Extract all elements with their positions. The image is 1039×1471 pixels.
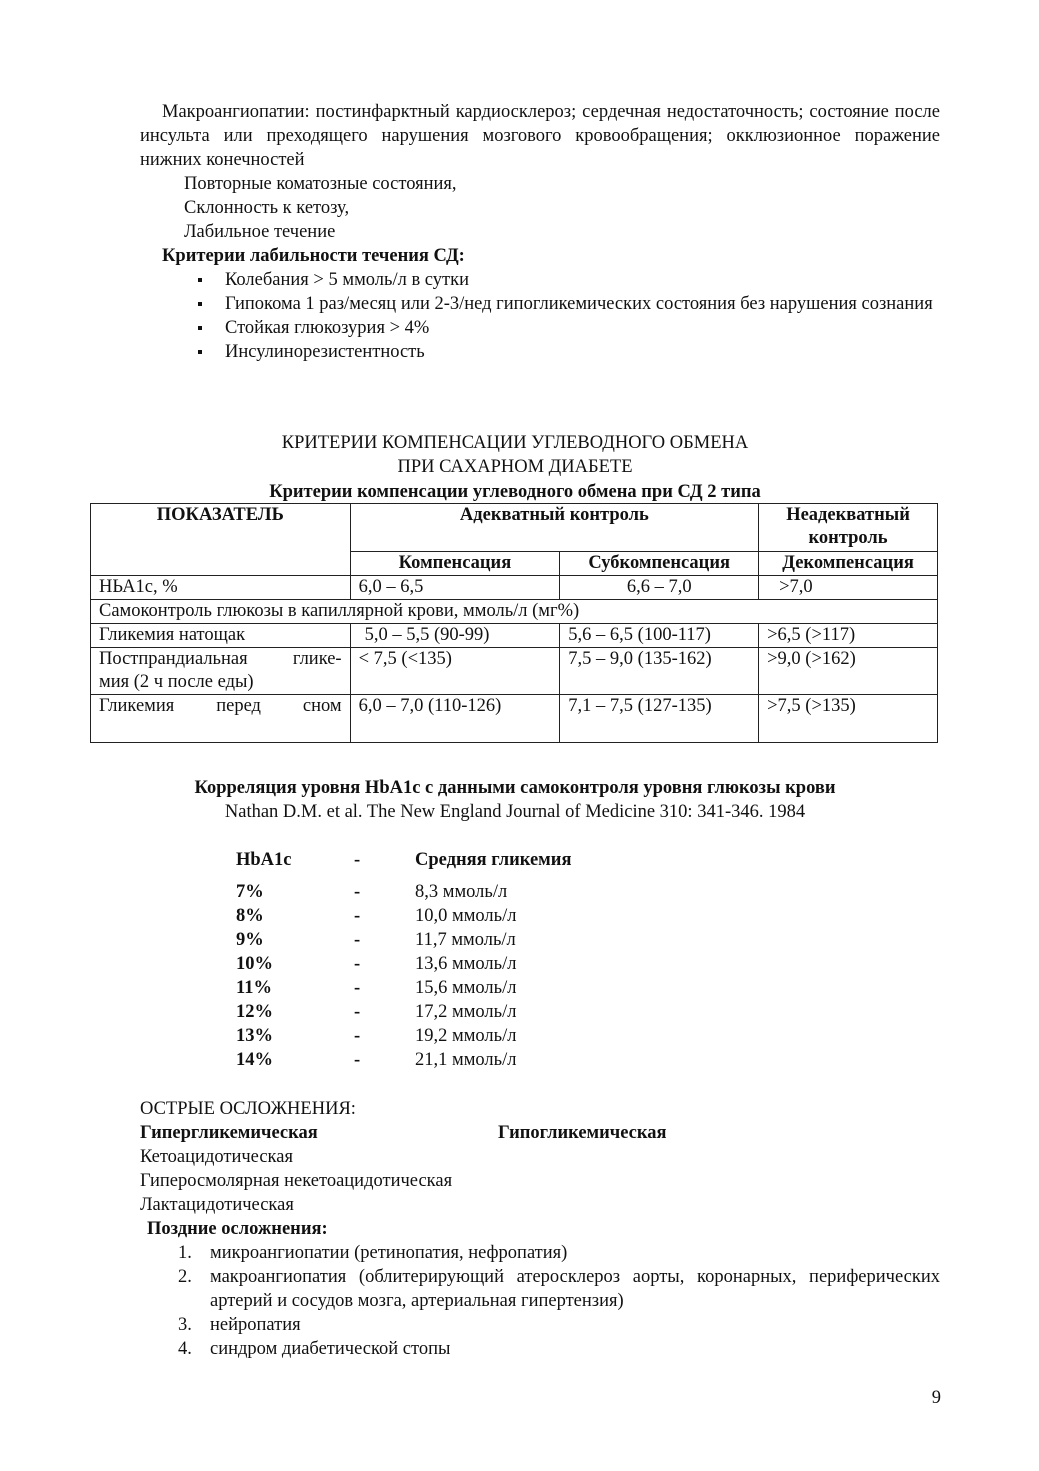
header-adequate: Адекватный контроль bbox=[350, 504, 759, 552]
pp-line: Постпрандиальная глике- bbox=[99, 649, 342, 669]
compensation-table bbox=[90, 503, 938, 743]
lability-title: Критерии лабильности течения СД: bbox=[162, 246, 465, 266]
table-row bbox=[236, 928, 736, 952]
list-item: Гипокома 1 раз/месяц или 2-3/нед гипогликемических состояния без нарушения сознания bbox=[162, 292, 942, 316]
lability-list bbox=[162, 268, 942, 364]
hba1c-header bbox=[236, 848, 736, 880]
table-row bbox=[91, 648, 938, 695]
table-cell: НЬА1с, % bbox=[91, 576, 351, 600]
table-cell: >7,0 bbox=[759, 576, 938, 600]
hba1c-value: 8% bbox=[236, 906, 264, 926]
hba1c-rows bbox=[236, 880, 736, 1072]
header-dash: - bbox=[354, 850, 361, 870]
self-control-cell: Самоконтроль глюкозы в капиллярной крови, ммоль/л (мг%) bbox=[91, 600, 938, 624]
hba1c-table bbox=[236, 848, 736, 1072]
table-row bbox=[91, 576, 938, 600]
intro-line: Лабильное течение bbox=[184, 222, 336, 242]
intro-line: Склонность к кетозу, bbox=[184, 198, 350, 218]
dash: - bbox=[354, 978, 361, 998]
table-cell: >9,0 (>162) bbox=[759, 648, 938, 695]
pp-line: мия (2 ч после еды) bbox=[99, 672, 254, 692]
intro-line: Повторные коматозные состояния, bbox=[184, 174, 457, 194]
list-item: Гиперосмолярная некетоацидотическая bbox=[140, 1171, 453, 1191]
item-number: 2. bbox=[178, 1267, 192, 1287]
table-row bbox=[236, 976, 736, 1000]
header-subcompensation: Субкомпенсация bbox=[560, 552, 759, 576]
glycemia-value: 15,6 ммоль/л bbox=[415, 978, 517, 998]
hba1c-value: 11% bbox=[236, 978, 272, 998]
header-glycemia: Средняя гликемия bbox=[415, 850, 572, 870]
hba1c-value: 7% bbox=[236, 882, 264, 902]
item-text: синдром диабетической стопы bbox=[210, 1339, 451, 1359]
item-number: 3. bbox=[178, 1315, 192, 1335]
correlation-section bbox=[90, 776, 940, 824]
table-cell: < 7,5 (<135) bbox=[350, 648, 560, 695]
hba1c-value: 9% bbox=[236, 930, 264, 950]
dash: - bbox=[354, 882, 361, 902]
table-row bbox=[236, 952, 736, 976]
list-item: Лактацидотическая bbox=[140, 1195, 294, 1215]
table-cell: 5,0 – 5,5 (90-99) bbox=[350, 624, 560, 648]
dash: - bbox=[354, 1026, 361, 1046]
heading-line: ПРИ САХАРНОМ ДИАБЕТЕ bbox=[397, 457, 633, 477]
late-section bbox=[140, 1217, 940, 1361]
header-decompensation: Декомпенсация bbox=[759, 552, 938, 576]
header-hba1c: HbA1c bbox=[236, 850, 292, 870]
macroangiopathy-paragraph: Макроангиопатии: постинфарктный кардиосклероз; сердечная недостаточность; состояние после инсульта или преходящего нарушения мозгового кровообращения; окклюзионное поражение нижних конечностей bbox=[140, 102, 940, 170]
hba1c-value: 12% bbox=[236, 1002, 273, 1022]
dash: - bbox=[354, 906, 361, 926]
heading-line: КРИТЕРИИ КОМПЕНСАЦИИ УГЛЕВОДНОГО ОБМЕНА bbox=[281, 433, 749, 453]
compensation-heading bbox=[90, 431, 940, 479]
glycemia-value: 17,2 ммоль/л bbox=[415, 1002, 517, 1022]
dash: - bbox=[354, 1002, 361, 1022]
item-number: 1. bbox=[178, 1243, 192, 1263]
list-item bbox=[140, 1265, 940, 1313]
glycemia-value: 10,0 ммоль/л bbox=[415, 906, 517, 926]
table-row bbox=[236, 1048, 736, 1072]
acute-section bbox=[140, 1097, 940, 1217]
hba1c-value: 14% bbox=[236, 1050, 273, 1070]
lability-section bbox=[162, 244, 942, 364]
table-cell bbox=[91, 648, 351, 695]
table-row bbox=[236, 1000, 736, 1024]
late-title: Поздние осложнения: bbox=[147, 1219, 328, 1239]
table-cell: 6,0 – 7,0 (110-126) bbox=[350, 695, 560, 743]
list-item bbox=[140, 1313, 940, 1337]
table-cell: 5,6 – 6,5 (100-117) bbox=[560, 624, 759, 648]
table-cell: >7,5 (>135) bbox=[759, 695, 938, 743]
late-list bbox=[140, 1241, 940, 1361]
glycemia-value: 19,2 ммоль/л bbox=[415, 1026, 517, 1046]
header-inadequate: Неадекватный контроль bbox=[759, 504, 938, 552]
correlation-source: Nathan D.M. et al. The New England Journal of Medicine 310: 341-346. 1984 bbox=[224, 802, 806, 822]
dash: - bbox=[354, 930, 361, 950]
table-row bbox=[91, 695, 938, 743]
table-cell: Гликемия перед сном bbox=[91, 695, 351, 743]
acute-types bbox=[140, 1121, 940, 1145]
header-indicator: ПОКАЗАТЕЛЬ bbox=[91, 504, 351, 576]
table-row bbox=[91, 600, 938, 624]
table-cell: Гликемия натощак bbox=[91, 624, 351, 648]
item-text: нейропатия bbox=[210, 1315, 301, 1335]
item-number: 4. bbox=[178, 1339, 192, 1359]
glycemia-value: 21,1 ммоль/л bbox=[415, 1050, 517, 1070]
hypoglycemic-label: Гипогликемическая bbox=[498, 1123, 667, 1143]
list-item: Инсулинорезистентность bbox=[162, 340, 942, 364]
dash: - bbox=[354, 954, 361, 974]
list-item: Кетоацидотическая bbox=[140, 1147, 293, 1167]
glycemia-value: 11,7 ммоль/л bbox=[415, 930, 516, 950]
table-row bbox=[236, 904, 736, 928]
acute-title: ОСТРЫЕ ОСЛОЖНЕНИЯ: bbox=[140, 1099, 356, 1119]
table-row bbox=[236, 1024, 736, 1048]
item-text: микроангиопатии (ретинопатия, нефропатия) bbox=[210, 1243, 568, 1263]
list-item: Колебания > 5 ммоль/л в сутки bbox=[162, 268, 942, 292]
header-compensation: Компенсация bbox=[350, 552, 560, 576]
page-number: 9 bbox=[931, 1388, 941, 1408]
table-cell: 7,1 – 7,5 (127-135) bbox=[560, 695, 759, 743]
item-text: макроангиопатия (облитерирующий атеросклероз аорты, коронарных, периферических артерий и сосудов мозга, артериальная гипертензия) bbox=[210, 1267, 940, 1311]
hba1c-value: 13% bbox=[236, 1026, 273, 1046]
hyperglycemic-label: Гипергликемическая bbox=[140, 1123, 318, 1143]
table-title: Критерии компенсации углеводного обмена при СД 2 типа bbox=[269, 482, 761, 502]
table-row bbox=[91, 624, 938, 648]
glycemia-value: 8,3 ммоль/л bbox=[415, 882, 508, 902]
list-item bbox=[140, 1337, 940, 1361]
correlation-title: Корреляция уровня HbA1c с данными самоконтроля уровня глюкозы крови bbox=[194, 778, 836, 798]
table-cell: 7,5 – 9,0 (135-162) bbox=[560, 648, 759, 695]
intro-section bbox=[140, 100, 940, 244]
list-item: Стойкая глюкозурия > 4% bbox=[162, 316, 942, 340]
hba1c-value: 10% bbox=[236, 954, 273, 974]
table-cell: 6,6 – 7,0 bbox=[560, 576, 759, 600]
table-cell: 6,0 – 6,5 bbox=[350, 576, 560, 600]
list-item bbox=[140, 1241, 940, 1265]
table-row bbox=[236, 880, 736, 904]
dash: - bbox=[354, 1050, 361, 1070]
glycemia-value: 13,6 ммоль/л bbox=[415, 954, 517, 974]
table-cell: >6,5 (>117) bbox=[759, 624, 938, 648]
